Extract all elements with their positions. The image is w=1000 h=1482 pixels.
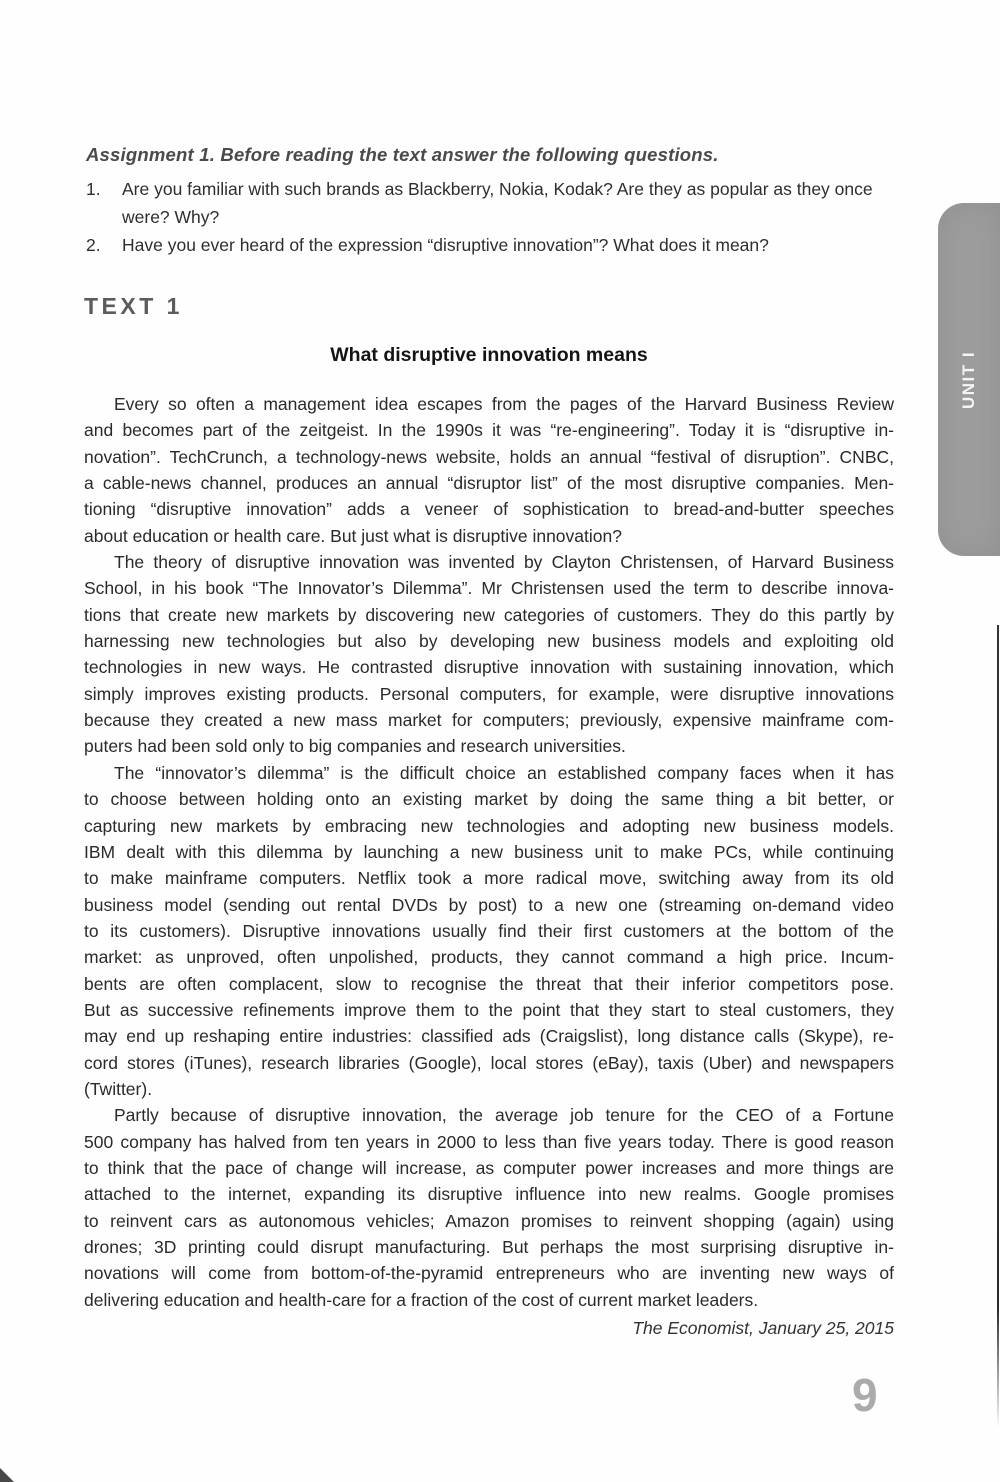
text-line: But as successive refinements improve them to the point that they start to steal customers, they: [84, 999, 894, 1020]
unit-tab-label: UNIT I: [959, 350, 978, 409]
text-line: to think that the pace of change will increase, as computer power increases and more things are: [84, 1157, 894, 1178]
text-line: The theory of disruptive innovation was invented by Clayton Christensen, of Harvard Business: [114, 552, 894, 573]
source-attribution: The Economist, January 25, 2015: [632, 1318, 894, 1339]
assignment-title: Assignment 1. Before reading the text answer the following questions.: [86, 144, 719, 165]
text-line: to reinvent cars as autonomous vehicles; Amazon promises to reinvent shopping (again) using: [84, 1210, 894, 1231]
article-body: [84, 391, 894, 1339]
text-line: technologies in new ways. He contrasted disruptive innovation with sustaining innovation, which: [84, 657, 894, 678]
text-line: IBM dealt with this dilemma by launching a new business unit to make PCs, while continuing: [84, 841, 894, 862]
paragraph: [84, 760, 894, 1102]
text-line: novations will come from bottom-of-the-pyramid entrepreneurs who are inventing new ways of: [84, 1263, 894, 1284]
scan-edge-line: [997, 625, 1000, 1428]
paragraph: [84, 1102, 894, 1313]
text-line: bents are often complacent, slow to recognise the threat that their inferior competitors pose.: [84, 973, 894, 994]
text-line: tioning “disruptive innovation” adds a veneer of sophistication to bread-and-butter speeches: [84, 499, 894, 520]
text-line: harnessing new technologies but also by developing new business models and exploiting old: [84, 631, 894, 652]
text-line: simply improves existing products. Personal computers, for example, were disruptive innovations: [84, 683, 894, 704]
text-line: drones; 3D printing could disrupt manufacturing. But perhaps the most surprising disruptive in-: [84, 1237, 894, 1257]
text-line: delivering education and health-care for a fraction of the cost of current market leaders.: [84, 1289, 759, 1310]
text-line: The “innovator’s dilemma” is the difficult choice an established company faces when it has: [114, 762, 894, 783]
text-line: to choose between holding onto an existing market by doing the same thing a bit better, or: [84, 789, 894, 810]
text-line: and becomes part of the zeitgeist. In the 1990s it was “re-engineering”. Today it is “disruptive in-: [84, 420, 894, 441]
text-line: puters had been sold only to big companies and research universities.: [84, 736, 626, 757]
text-line: tions that create new markets by discovering new categories of customers. They do this partly by: [84, 604, 894, 625]
text-line: attached to the internet, expanding its disruptive influence into new realms. Google promises: [84, 1184, 894, 1205]
text-line: Partly because of disruptive innovation, the average job tenure for the CEO of a Fortune: [114, 1105, 894, 1126]
list-item: [86, 175, 886, 231]
page-number: 9: [852, 1369, 879, 1421]
question-number: 2.: [86, 235, 101, 255]
text-line: cord stores (iTunes), research libraries (Google), local stores (eBay), taxis (Uber) and newspapers: [84, 1052, 894, 1073]
section-heading: TEXT 1: [84, 293, 183, 319]
text-line: 500 company has halved from ten years in 2000 to less than five years today. There is good reason: [84, 1131, 894, 1152]
text-line: capturing new markets by embracing new technologies and adopting new business models.: [84, 815, 894, 836]
list-item: [86, 231, 886, 259]
text-line: market: as unproved, often unpolished, products, they cannot command a high price. Incum-: [84, 947, 894, 968]
paragraph: [84, 391, 894, 549]
text-line: about education or health care. But just what is disruptive innovation?: [84, 525, 622, 546]
text-line: to its customers). Disruptive innovations usually find their first customers at the bottom of the: [84, 920, 894, 941]
paragraph: [84, 549, 894, 760]
question-text: Are you familiar with such brands as Blackberry, Nokia, Kodak? Are they as popular as they once were? Why?: [122, 179, 873, 227]
unit-tab: [938, 203, 1000, 556]
text-line: to make mainframe computers. Netflix took a more radical move, switching away from its old: [84, 868, 894, 889]
assignment-questions: [86, 175, 886, 259]
text-line: (Twitter).: [84, 1078, 153, 1099]
text-line: School, in his book “The Innovator’s Dilemma”. Mr Christensen used the term to describe innova-: [84, 578, 894, 599]
text-line: a cable-news channel, produces an annual “disruptor list” of the most disruptive companies. Men-: [84, 473, 894, 494]
scan-corner-mark: [0, 1468, 14, 1482]
text-line: Every so often a management idea escapes from the pages of the Harvard Business Review: [114, 394, 894, 414]
question-text: Have you ever heard of the expression “disruptive innovation”? What does it mean?: [122, 235, 769, 255]
article-title: What disruptive innovation means: [330, 344, 648, 366]
text-line: may end up reshaping entire industries: classified ads (Craigslist), long distance calls (Skype), re-: [84, 1026, 894, 1047]
question-number: 1.: [86, 179, 101, 199]
text-line: because they created a new mass market for computers; previously, expensive mainframe com-: [84, 710, 894, 731]
text-line: business model (sending out rental DVDs by post) to a new one (streaming on-demand video: [84, 894, 894, 915]
text-line: novation”. TechCrunch, a technology-news website, holds an annual “festival of disruption”. CNBC,: [84, 446, 894, 467]
